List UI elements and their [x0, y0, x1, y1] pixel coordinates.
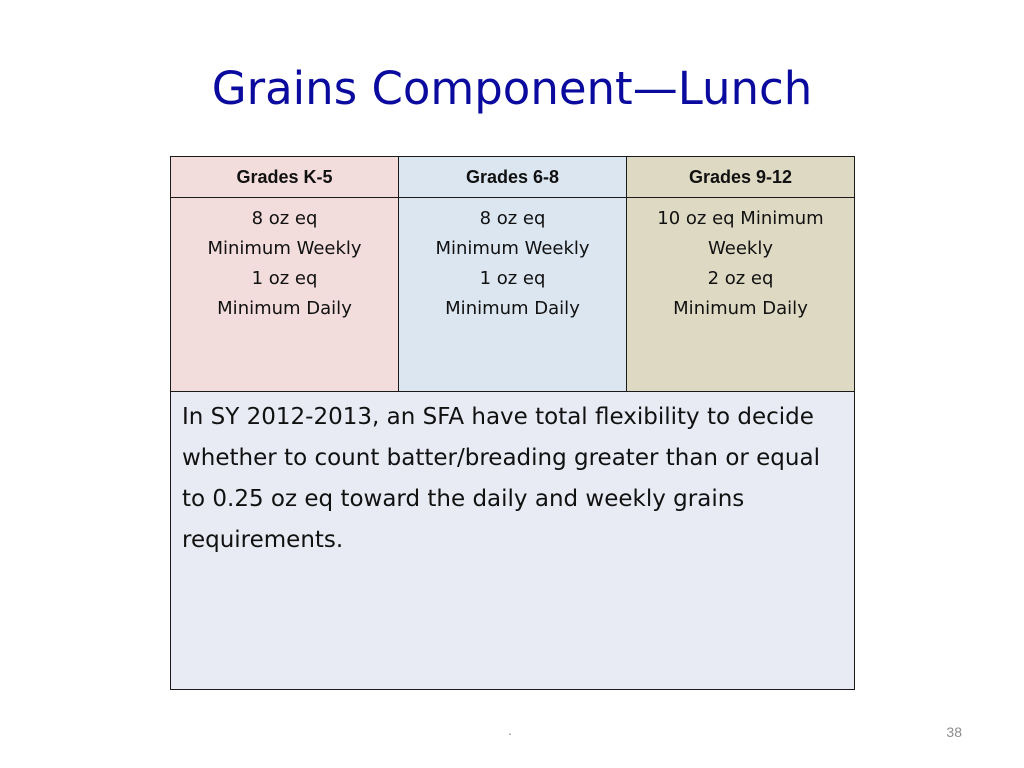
note-cell: In SY 2012-2013, an SFA have total flexibility to decide whether to count batter/breading greater than or equal to 0.25 oz eq toward the daily and weekly grains requirements.	[171, 392, 855, 690]
cell-line: Minimum Daily	[217, 298, 352, 319]
header-grades-k-5: Grades K-5	[171, 157, 399, 198]
cell-line: Minimum Daily	[445, 298, 580, 319]
cell-line: Minimum Daily	[673, 298, 808, 319]
cell-line: 8 oz eq	[251, 208, 318, 229]
cell-line: Weekly	[708, 238, 773, 259]
header-grades-6-8: Grades 6-8	[399, 157, 627, 198]
cell-line: 2 oz eq	[707, 268, 774, 289]
cell-line: 10 oz eq Minimum	[657, 208, 824, 229]
header-grades-9-12: Grades 9-12	[627, 157, 855, 198]
table-row-requirements	[171, 198, 855, 392]
cell-line: Minimum Weekly	[207, 238, 362, 259]
slide-title: Grains Component—Lunch	[211, 62, 813, 115]
cell-grades-6-8	[399, 198, 627, 392]
cell-line: Minimum Weekly	[435, 238, 590, 259]
cell-grades-k-5	[171, 198, 399, 392]
table-header-row	[171, 157, 855, 198]
cell-line: 8 oz eq	[479, 208, 546, 229]
cell-line: 1 oz eq	[479, 268, 546, 289]
cell-grades-9-12	[627, 198, 855, 392]
table-row-note	[171, 392, 855, 690]
cell-line: 1 oz eq	[251, 268, 318, 289]
grains-requirements-table	[170, 156, 855, 690]
page-number: 38	[946, 724, 962, 740]
footer-text: .	[508, 722, 512, 738]
